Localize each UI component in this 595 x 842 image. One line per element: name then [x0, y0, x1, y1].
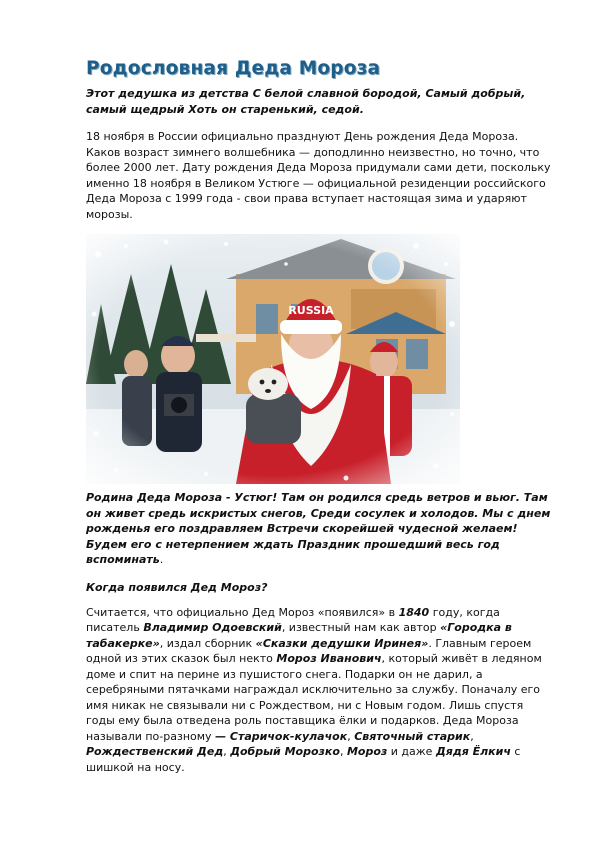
history-text: , [339, 745, 347, 758]
history-text: , издал сборник [159, 636, 256, 650]
year-highlight: 1840 [398, 605, 430, 619]
homeland-text: Родина Деда Мороза - Устюг! Там он родился средь ветров и вьюг. Там он живет средь искристых снегов, Среди сосулек и холодов. Мы с днем рожденья его поздравляем Встречи скорейшей чудесной желаем! Будем его с нетерпением ждать Праздник прошедший весь год вспоминать [86, 491, 551, 566]
ded-moroz-photo [86, 234, 460, 484]
history-text: Считается, что официально Дед Мороз «появился» в [86, 605, 399, 619]
intro-paragraph: 18 ноября в России официально празднуют День рождения Деда Мороза. Каков возраст зимнего волшебника — доподлинно неизвестно, но точно, что более 2000 лет. Дату рождения Деда Мороза придумали сами дети, поскольку именно 18 ноября в Великом Устюге — официальной резиденции российского Деда Мороза с 1999 года - свои права вступает настоящая зима и ударяют морозы. [86, 130, 551, 221]
alias-name: Добрый Морозко [230, 745, 340, 758]
collection-title: «Сказки дедушки Иринея» [255, 636, 429, 650]
history-text: , [470, 729, 474, 743]
alias-name: — Старичок-кулачок [215, 729, 348, 743]
history-text: с шишкой на носу. [86, 745, 521, 774]
alias-name: Святочный старик [354, 729, 471, 743]
document-page [86, 58, 554, 787]
book-title: «Городка в табакерке» [86, 621, 512, 650]
homeland-end: . [159, 553, 164, 566]
history-text: , известный нам как автор [281, 621, 441, 634]
history-text: , который живёт в ледяном доме и спит на перине из пушистого снега. Подарки он не дарил, а серебряными пятачками награждал исключительно за службу. Поначалу его имя никак не связывали ни с Рождеством, ни с Новым годом. Лишь спустя годы ему была отведена роль поставщика ёлки и подарков. Деда Мороза называли по-разному [86, 652, 542, 743]
alias-name: Дядя Ёлкич [435, 745, 511, 758]
history-text: и даже [387, 745, 436, 758]
alias-name: Рождественский Дед [86, 745, 224, 758]
section-heading: Когда появился Дед Мороз? [86, 580, 268, 594]
page-title: Родословная Деда Мороза [86, 58, 381, 79]
hero-name: Мороз Иванович [276, 652, 382, 665]
history-text: , [347, 729, 355, 743]
history-paragraph [86, 605, 554, 776]
history-text: , [223, 745, 231, 758]
homeland-poem [86, 490, 554, 568]
history-text: . Главным героем одной из этих сказок был некто [86, 636, 532, 665]
intro-poem: Этот дедушка из детства С белой славной бородой, Самый добрый, самый щедрый Хоть он старенький, седой. [86, 87, 526, 116]
history-text: году, когда писатель [86, 605, 500, 634]
author-name: Владимир Одоевский [143, 621, 282, 634]
alias-name: Мороз [346, 745, 388, 758]
